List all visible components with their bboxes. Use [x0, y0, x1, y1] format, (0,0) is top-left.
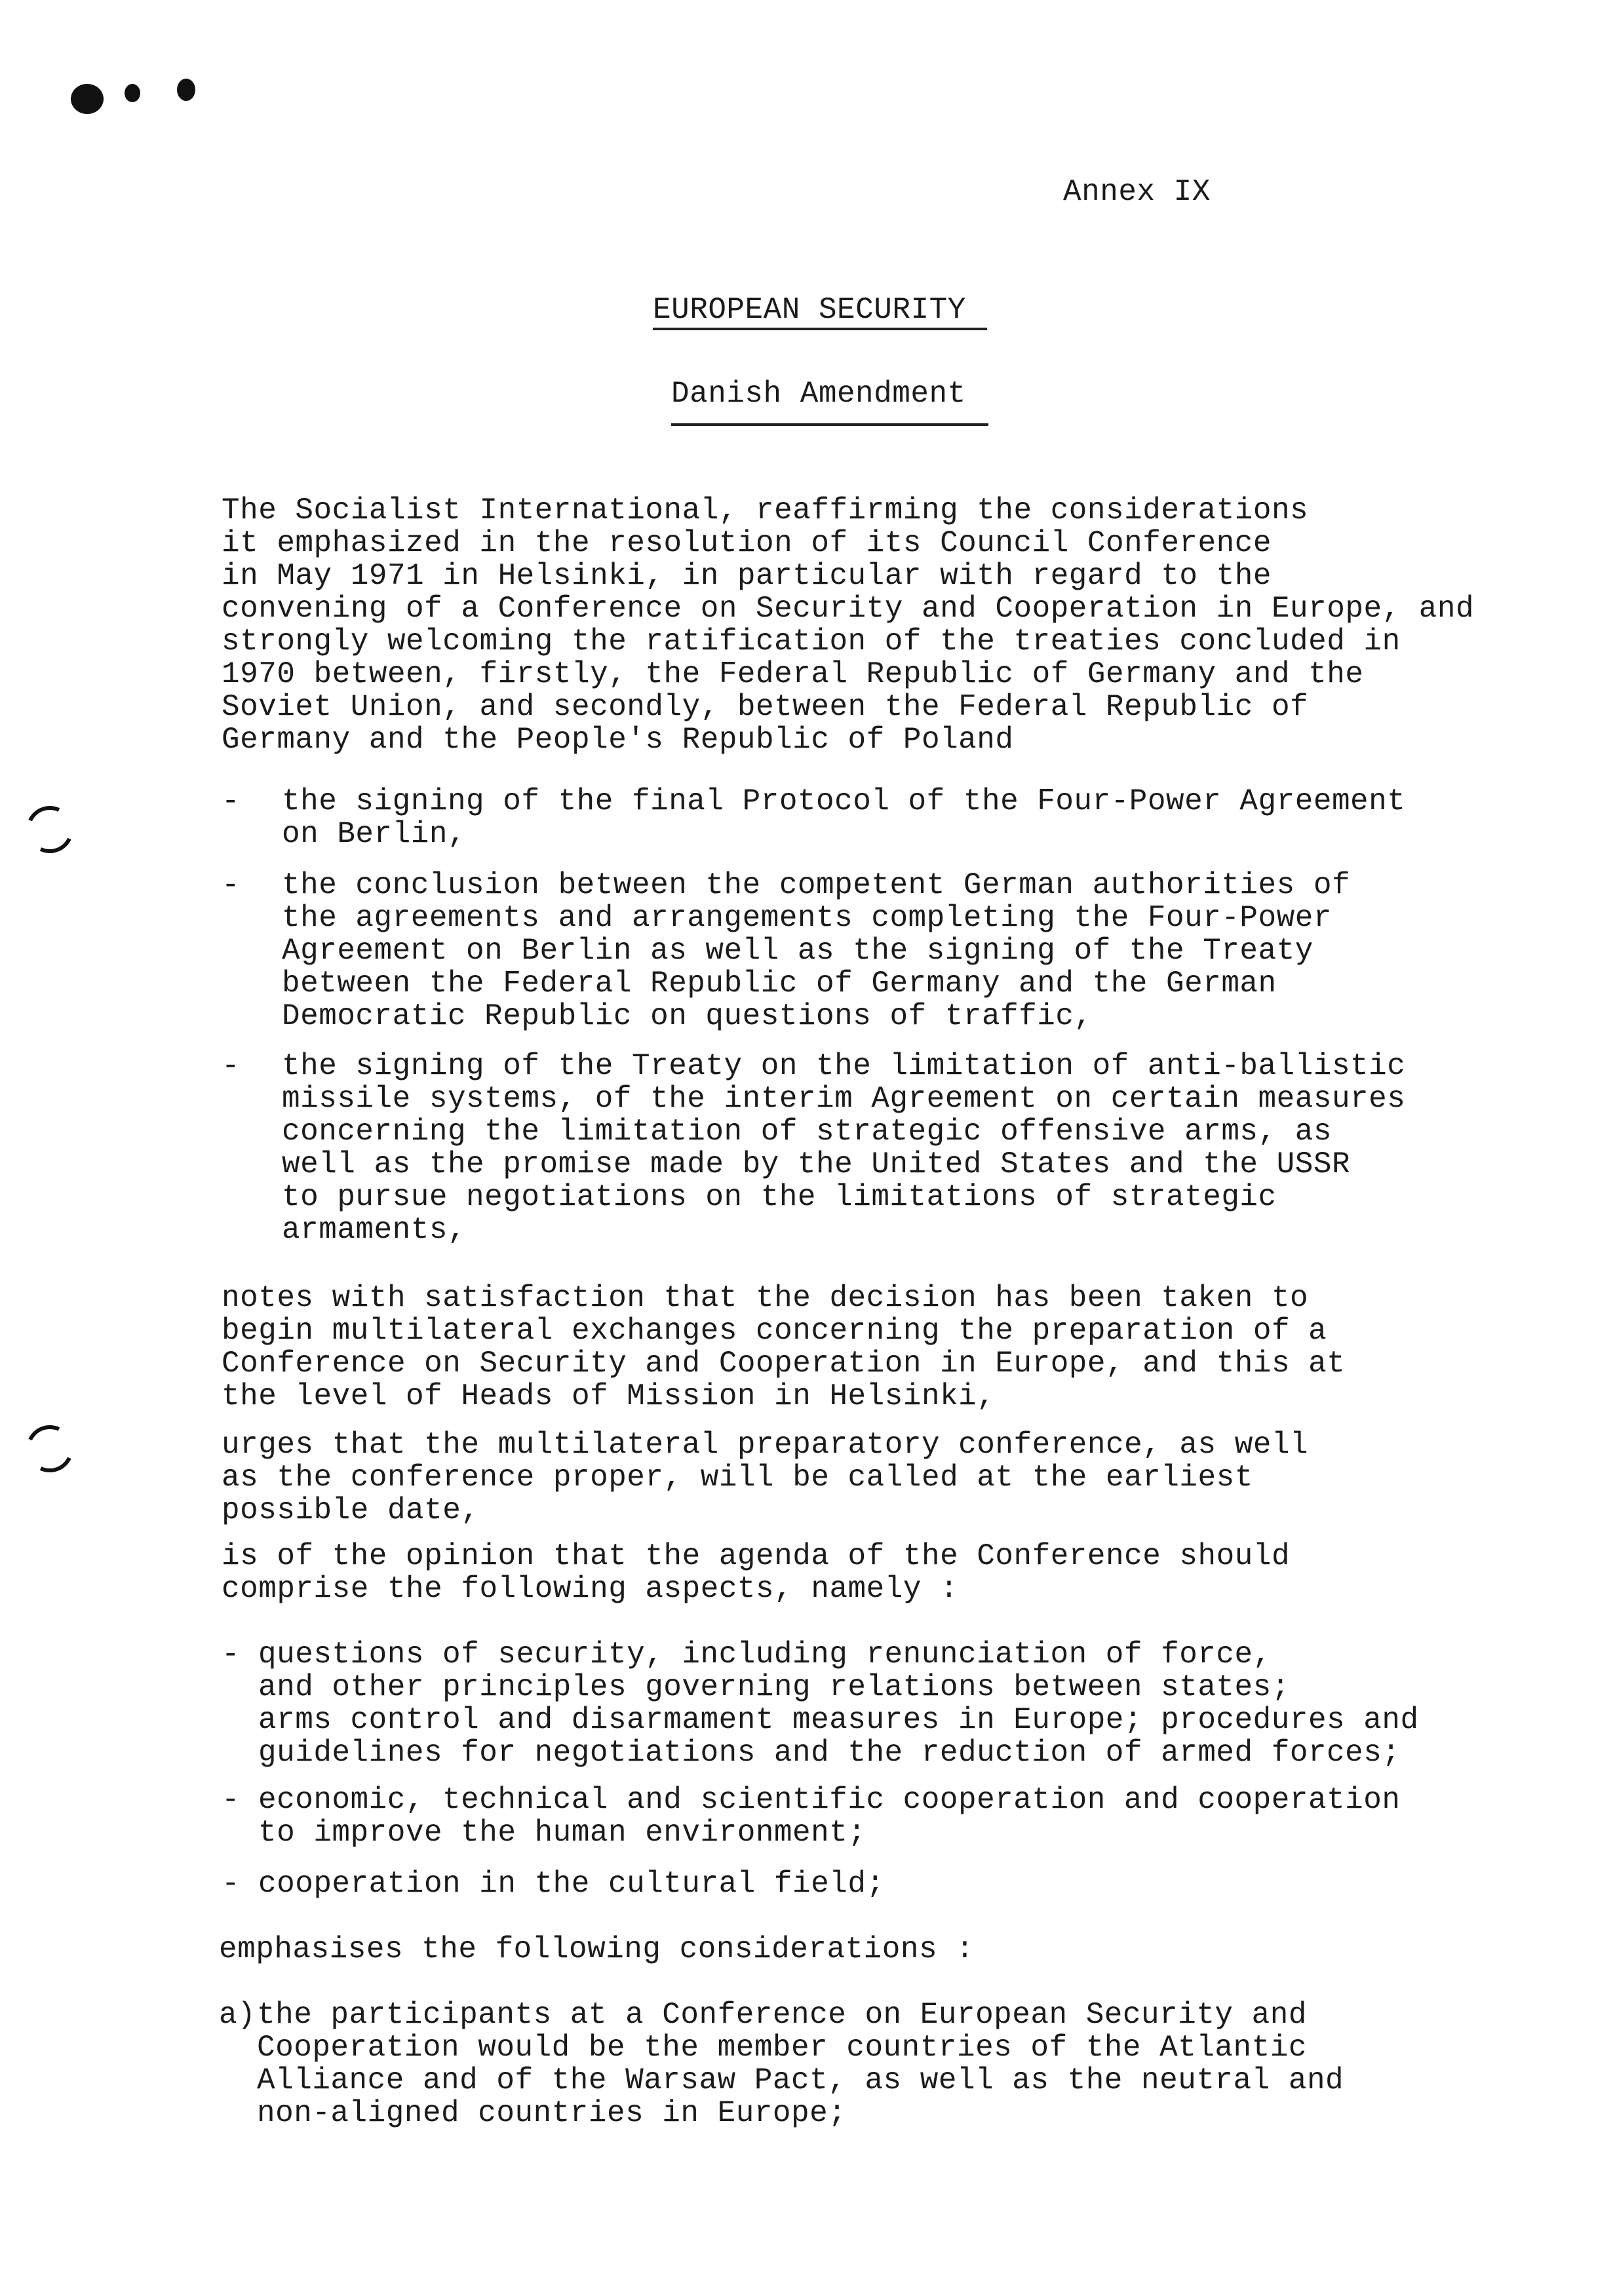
punch-hole-mark	[20, 799, 80, 860]
bullet-marker: -	[222, 1867, 241, 1901]
text-line: notes with satisfaction that the decision has been taken to	[222, 1281, 1309, 1315]
text-line: to improve the human environment;	[258, 1816, 866, 1850]
text-line: the participants at a Conference on European Security and	[257, 1998, 1307, 2032]
emphasises-line: emphasises the following considerations :	[219, 1932, 975, 1966]
document-subtitle: Danish Amendment	[671, 377, 966, 411]
text-line: guidelines for negotiations and the reduction of armed forces;	[258, 1736, 1401, 1770]
text-line: on Berlin,	[282, 817, 467, 851]
text-line: non-aligned countries in Europe;	[257, 2096, 847, 2130]
ink-speck	[71, 84, 104, 114]
text-line: in May 1971 in Helsinki, in particular with regard to the	[222, 559, 1272, 593]
text-line: 1970 between, firstly, the Federal Republic of Germany and the	[222, 657, 1364, 691]
text-line: the signing of the Treaty on the limitation of anti-ballistic	[282, 1049, 1406, 1083]
text-line: comprise the following aspects, namely :	[222, 1572, 959, 1606]
text-line: cooperation in the cultural field;	[258, 1867, 885, 1901]
bullet-marker: -	[222, 1049, 241, 1083]
text-line: the conclusion between the competent German authorities of	[282, 868, 1351, 902]
text-line: and other principles governing relations between states;	[258, 1670, 1290, 1704]
annex-label: Annex IX	[1063, 175, 1211, 209]
text-line: Democratic Republic on questions of traffic,	[282, 999, 1093, 1033]
text-line: is of the opinion that the agenda of the Conference should	[222, 1539, 1291, 1573]
text-line: arms control and disarmament measures in Europe; procedures and	[258, 1703, 1419, 1737]
text-line: begin multilateral exchanges concerning the preparation of a	[222, 1314, 1327, 1348]
text-line: Soviet Union, and secondly, between the Federal Republic of	[222, 690, 1309, 724]
ink-speck	[125, 84, 140, 102]
text-line: concerning the limitation of strategic offensive arms, as	[282, 1115, 1332, 1149]
text-line: questions of security, including renunciation of force,	[258, 1637, 1272, 1672]
item-marker: a)	[219, 1998, 256, 2032]
text-line: urges that the multilateral preparatory conference, as well	[222, 1428, 1309, 1462]
text-line: missile systems, of the interim Agreement on certain measures	[282, 1082, 1406, 1116]
bullet-marker: -	[222, 1637, 241, 1672]
text-line: possible date,	[222, 1493, 480, 1527]
text-line: the agreements and arrangements completing the Four-Power	[282, 901, 1332, 935]
document-title: EUROPEAN SECURITY	[653, 293, 966, 327]
punch-hole-mark	[20, 1419, 80, 1479]
bullet-marker: -	[222, 1783, 241, 1817]
ink-speck	[177, 79, 195, 101]
text-line: as the conference proper, will be called at the earliest	[222, 1461, 1253, 1495]
text-line: the level of Heads of Mission in Helsinki,	[222, 1379, 996, 1413]
text-line: the signing of the final Protocol of the Four-Power Agreement	[282, 784, 1406, 818]
text-line: Conference on Security and Cooperation in Europe, and this at	[222, 1347, 1346, 1381]
text-line: armaments,	[282, 1213, 467, 1247]
text-line: Cooperation would be the member countries of the Atlantic	[257, 2031, 1307, 2065]
bullet-marker: -	[222, 784, 241, 818]
text-line: well as the promise made by the United States and the USSR	[282, 1147, 1351, 1181]
text-line: to pursue negotiations on the limitations of strategic	[282, 1180, 1277, 1214]
text-line: it emphasized in the resolution of its Council Conference	[222, 526, 1272, 560]
text-line: between the Federal Republic of Germany and the German	[282, 966, 1277, 1001]
text-line: convening of a Conference on Security and Cooperation in Europe, and	[222, 592, 1475, 626]
title-underline	[653, 328, 987, 330]
text-line: Germany and the People's Republic of Poland	[222, 723, 1014, 757]
bullet-marker: -	[222, 868, 241, 902]
text-line: economic, technical and scientific cooperation and cooperation	[258, 1783, 1401, 1817]
text-line: The Socialist International, reaffirming the considerations	[222, 493, 1309, 527]
text-line: Alliance and of the Warsaw Pact, as well as the neutral and	[257, 2063, 1344, 2097]
subtitle-underline	[671, 423, 988, 426]
text-line: Agreement on Berlin as well as the signing of the Treaty	[282, 934, 1313, 968]
text-line: strongly welcoming the ratification of the treaties concluded in	[222, 624, 1401, 659]
